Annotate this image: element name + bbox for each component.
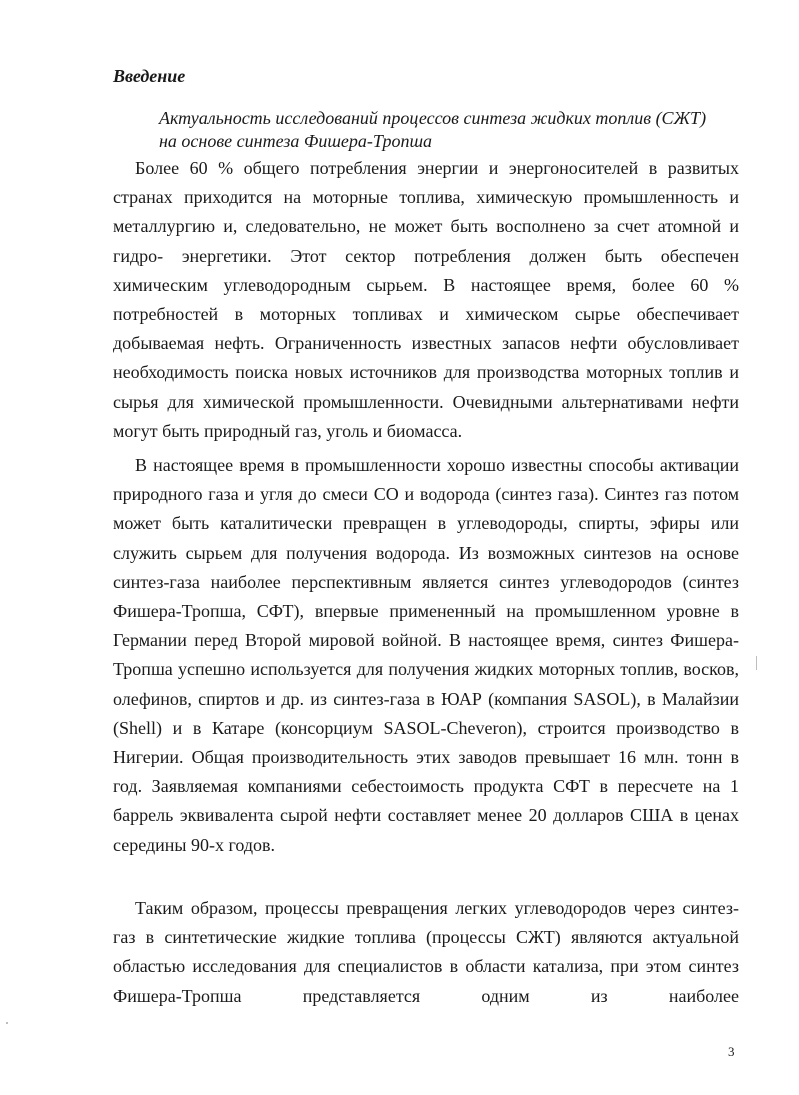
section-subheading [159,107,739,153]
subheading-line-1: Актуальность исследований процессов синтеза жидких топлив (СЖТ) [159,108,707,128]
page-number: 3 [728,1044,735,1059]
paragraph-3: Таким образом, процессы превращения легких углеводородов через синтез-газ в синтетические жидкие топлива (процессы СЖТ) являются актуальной областью исследования для специалистов в области катализа, при этом синтез Фишера-Тропша представляется одним из наиболее [113,898,739,1006]
paragraph-1: Более 60 % общего потребления энергии и энергоносителей в развитых странах приходится на моторные топлива, химическую промышленность и металлургию и, следовательно, не может быть восполнено за счет атомной и гидро- энергетики. Этот сектор потребления должен быть обеспечен химическим углеводородным сырьем. В настоящее время, более 60 % потребностей в моторных топливах и химическом сырье обеспечивает добываемая нефть. Ограниченность известных запасов нефти обусловливает необходимость поиска новых источников для производства моторных топлив и сырья для химической промышленности. Очевидными альтернативами нефти могут быть природный газ, уголь и биомасса. [113,158,739,441]
paragraph-2: В настоящее время в промышленности хорошо известны способы активации природного газа и угля до смеси СО и водорода (синтез газа). Синтез газ потом может быть каталитически превращен в углеводороды, спирты, эфиры или служить сырьем для получения водорода. Из возможных синтезов на основе синтез-газа наиболее перспективным является синтез углеводородов (синтез Фишера-Тропша, СФТ), впервые примененный на промышленном уровне в Германии перед Второй мировой войной. В настоящее время, синтез Фишера-Тропша успешно используется для получения жидких моторных топлив, восков, олефинов, спиртов и др. из синтез-газа в ЮАР (компания SASOL), в Малайзии (Shell) и в Катаре (консорциум SASOL-Cheveron), строится производство в Нигерии. Общая производительность этих заводов превышает 16 млн. тонн в год. Заявляемая компаниями себестоимость продукта СФТ в пересчете на 1 баррель эквивалента сырой нефти составляет менее 20 долларов США в ценах середины 90-х годов. [113,455,739,855]
section-heading: Введение [113,66,186,86]
scan-artifact-mark [756,656,757,670]
subheading-line-2: на основе синтеза Фишера-Тропша [159,131,433,151]
scan-artifact-mark [6,1022,8,1024]
